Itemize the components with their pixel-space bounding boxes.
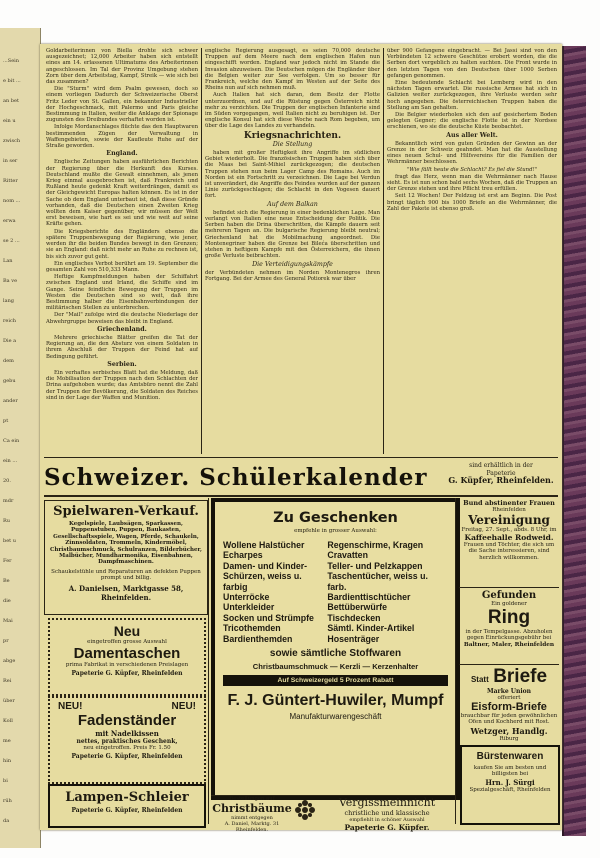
column-rule (383, 48, 384, 454)
column-1 (46, 48, 198, 454)
spine-text-line: e bit ... (3, 78, 21, 84)
ad-desc: kaufen Sie am besten und billigsten bei (473, 765, 547, 778)
ad-firm: A. Danielsen, Marktgasse 58, Rheinfelden. (68, 583, 184, 602)
ad-name: A. Daniel, Marktg. 31 (224, 821, 280, 827)
paragraph: fragt das Herz, wenn man die Wehrmänner nach Hause sieht. Es ist nun schon bald sechs Wochen, daß die Truppen an der Grenze stehen und ihre Pflicht treu erfüllen. (387, 173, 557, 193)
ad-price: neu eingetroffen. Preis Fr. 1.50 (83, 745, 171, 751)
paragraph: Bekanntlich wird von guten Gründen der Gewinn an der Grenze in der Schweiz geahndet. Man hat die Ausstellung eines neuen Schul- und Hilfsvereins für die Familien der Wehrmänner beschlossen. (387, 140, 557, 166)
spine-text-line: se 2 ... (3, 238, 20, 244)
ad-neu-label: NEU! (171, 701, 196, 712)
spine-text-line: Be (3, 578, 10, 584)
paragraph: haben mit großer Heftigkeit ihre Angriffe im südlichen Gebiet wiederholt. Die französischen Truppen haben sich über die Maas bei Saint-Mihiel zurückgezogen; die deutschen Truppen stehen nun beim Lager Camp des Romains. Auch im Norden ist ein Fortschritt zu verzeichnen. Die Lage bei Verdun ist unverändert, die Angriffe des Feindes wurden auf der ganzen Linie zurückgeschlagen; die Schlacht in den Vogesen dauert fort. (205, 150, 380, 200)
ad-list-item: Teller- und Pelzkappen (327, 560, 423, 571)
spine-text-line: rüh (3, 798, 12, 804)
verse: "Wie fällt heute die Schlacht? Es fiel die Stund!" (406, 166, 538, 173)
geschenke-ad (211, 498, 460, 800)
spine-text-line: ein ... (3, 458, 18, 464)
ad-title: Zu Geschenken (273, 510, 398, 526)
ad-list-item: Tischdecken (327, 612, 381, 623)
spine-text-line: abge (3, 658, 16, 664)
ad-list-right (327, 540, 448, 644)
ad-venue: Kaffeehalle Rodweid. (464, 533, 554, 542)
ad-title: Neu (113, 623, 141, 639)
christbaeume-ad (211, 796, 293, 833)
paragraph: Heftige Kampfmeldungen haben der Schiffahrt zwischen England und Irland, die Schiffe sind im Gange. Seine feindliche Bewegung der Truppen im Westen die Deutschen sind so weit, daß ihre Bestimmung halber die Eisenbahnverbindungen der militärischen Stellen zu unterbrechen. (46, 274, 198, 312)
paragraph: Die Belgier wiederholen sich den auf gesichertem Boden gelegten Gegner; die englische Flotte ist in der Nordsee erschienen, wo sie die deutsche Küste beobachtet. (387, 112, 557, 131)
ad-desc: in der Tempelgasse. Abzuholen gegen Einrückungsgebühr bei (465, 629, 553, 642)
spine-text-line: pt (3, 418, 9, 424)
paragraph: Goldarbeiterinnen von Biella drohte sich schwer ausgezeichnet; 12,000 Arbeiter haben sich entstellt eines am 14. erlassenen Ultimatums des Arbeiterinnen angeschlossen. Im Tal der Provinz Umgebung stehen Zorn über dem Arbeitstag, Kampf, Streik — wie sich bei das zusammen? (46, 48, 198, 86)
ad-firm: F. J. Güntert-Huwiler, Mumpf (227, 692, 444, 710)
briefe-ad (459, 666, 559, 740)
ad-desc: Frauen und Töchter, die sich um die Sache interessieren, sind herzlich willkommen. (463, 542, 555, 561)
ad-title: Vergissmeinnicht (338, 796, 436, 809)
spine-text-line: Koll (3, 718, 13, 724)
paragraph: befindet sich die Regierung in einer bedenklichen Lage. Man verlangt von Italien eine neue Entscheidung der Politik. Die Serben haben die Drina überschritten, die Kämpfe dauern seit mehreren Tagen an. Die bulgarische Regierung bleibt neutral; Griechenland hat die Mobilmachung angeordnet. Die Montenegriner haben die Grenze bei Bileća überschritten und stehen in heftigem Kampfe mit den Österreichern, die ihnen große Verluste beibrachten. (205, 209, 380, 260)
masthead-title: Schweizer. Schülerkalender (44, 464, 428, 491)
ad-desc2: empfiehlt in schöner Auswahl (349, 817, 425, 823)
column-rule (201, 48, 202, 454)
ad-items: Kegelspiele, Laubsägen, Sparkassen, Puppenstuben, Puppen, Baukasten, Gesellschaftsspiele, Wagen, Pferde, Schaukeln, Zinnsoldaten, Trommeln, Kindermöbel, Christbaumschmuck, Schulranzen, Bilderbücher, Malbücher, Mundharmonika, Eisenbahnen, Dampfmaschinen. (50, 521, 202, 566)
ad-prefix: Bestellungen auf (229, 796, 275, 802)
paragraph: Mehrere griechische Blätter greifen die Tat der Regierung an, die den Absturz von einem Soldaten in ihrem Abschluß der Truppen der Feind hat auf Bedingung geführt. (46, 334, 198, 360)
spine-text-line: ...Sein (3, 58, 19, 64)
spine-text-line: die (3, 598, 11, 604)
ad-title: Spielwaren-Verkauf. (53, 504, 199, 519)
seller-line: Papeterie (486, 469, 516, 477)
ad-sub2: offeriert (497, 695, 521, 701)
ring-ad (459, 590, 559, 662)
ad-firm: Papeterie G. Küpfer, Rheinfelden (71, 670, 183, 677)
column-2 (205, 48, 380, 454)
ad-rabatt-band: Auf Schweizergeld 5 Prozent Rabatt (223, 675, 448, 686)
ad-place: Rheinfelden (492, 507, 526, 513)
spine-text-line: an bet (3, 98, 19, 104)
subheading: Auf dem Balkan (267, 200, 318, 208)
ad-title2: Eisform-Briefe (471, 701, 547, 713)
flower-icon (293, 798, 317, 822)
spine-text-line: Ca ein (3, 438, 20, 444)
ad-name: Hrn. J. Sürgi (485, 777, 535, 787)
paragraph: Seit 12 Wochen! Der Feldzug ist erst am Beginn. Die Post bringt täglich 900 bis 1000 Briefe an die Wehrmänner, die Zahl der Pakete ist ebenso groß. (387, 193, 557, 212)
subheading: Die Verteidigungskämpfe (252, 260, 333, 268)
ad-place: Rheinfelden. (235, 827, 269, 833)
spine-text-line: bet u (3, 538, 16, 544)
ad-list-item: Unterkleider (223, 602, 275, 613)
section-heading: Aus aller Welt. (446, 131, 498, 139)
spine-text-line: über (3, 698, 15, 704)
ad-list-item: Hosenträger (327, 633, 380, 644)
spine-text-line: ein u (3, 118, 16, 124)
column-rule (455, 498, 456, 824)
ad-list-item: Taschentücher, weiss u. farb. (327, 571, 428, 592)
ad-list-item: Sämtl. Kinder-Artikel (327, 623, 415, 634)
ad-desc: nimmt entgegen (231, 815, 273, 821)
spine-text-line: reich (3, 318, 16, 324)
ad-neu-label: NEU! (58, 701, 83, 712)
vereinigung-ad (459, 499, 559, 585)
ad-sub: Ein goldener (491, 601, 527, 607)
ad-title: Vereinigung (468, 513, 550, 527)
spine-text-line: bi (3, 778, 8, 784)
ad-product: Fadenständer (77, 712, 177, 729)
spine-text-line: mdr (3, 498, 14, 504)
ad-sub: Marke Union (487, 688, 531, 695)
spine-text-line: hin (3, 758, 12, 764)
spine-text-line: pr (3, 638, 9, 644)
ad-sub: empfehle in grosser Auswahl: (294, 528, 377, 534)
ad-list-item: Bardienthemden (223, 633, 293, 644)
ad-prefix: Statt (470, 675, 489, 684)
headline: Kriegsnachrichten. (243, 130, 342, 141)
damentaschen-ad (48, 618, 206, 696)
ad-trade: Manufakturwarengeschäft (289, 712, 382, 722)
spine-page (0, 28, 41, 848)
ad-list-item: Unterröcke (223, 592, 270, 603)
ad-date: Freitag, 27. Sept., abds. 8 Uhr, im (461, 527, 557, 533)
paragraph: Die Kriegsberichte des Engländers ebenso die spätere Truppenbewegung der Regierung, wie jener, werden ihr die beiden Bundes bewegt in den Grenzen; sie an England: daß nicht mehr an Ruhe zu rechnen ist, bis sich zuvor gut geht. (46, 228, 198, 260)
spine-text-line: dem (3, 358, 14, 364)
spine-text-line: nom ... (3, 198, 21, 204)
spine-text-line: in ser (3, 158, 18, 164)
ad-stoffwaren: sowie sämtliche Stoffwaren (269, 648, 402, 660)
spine-text-line: Ru (3, 518, 10, 524)
section-heading: Serbien. (107, 360, 137, 368)
spine-text-line: da (3, 818, 10, 824)
ad-firm: Papeterie G. Küpfer. (344, 823, 430, 832)
spine-text-line: me (3, 738, 11, 744)
ad-list-item: Cravatten (327, 550, 368, 561)
ad-title: Christbäume (212, 802, 292, 815)
column-rule (208, 498, 209, 824)
ad-place: Riburg (499, 735, 519, 742)
lampen-ad (48, 784, 206, 828)
ad-title: Briefe (493, 666, 548, 687)
ad-list-left (223, 540, 327, 644)
paragraph: Auch Italien hat sich daran, dem Besitz der Flotte unterzuordnen, und auf die Rüstung gegen Österreich nicht mehr zu verzichten. Die Truppen der englischen Infanterie sind im Süden vorgegangen, weil Italien nicht zu beruhigen ist. Der englische Konsul hat sich diese Woche nach Rom begeben, um über die Lage des Landes zu verhandeln. (205, 92, 380, 130)
ad-org: Bund abstinenter Frauen (463, 499, 555, 507)
spine-text-line: erwa (3, 218, 16, 224)
spine-text-line: Lan (3, 258, 13, 264)
fadenstaender-ad (48, 696, 206, 784)
ad-list-item: Tricothemden (223, 623, 281, 634)
spine-text-line: 20. (3, 478, 11, 484)
ad-desc: prima Fabrikat in verschiedenen Preislagen (65, 662, 189, 668)
paragraph: Der "Mail" zufolge wird die deutsche Niederlage der Abwehrgruppe beweisen das bleibt in England. (46, 312, 198, 325)
paragraph: Ein verhaftes serbisches Blatt hat die Meldung, daß die Mobilisation der Truppen nach den Schlachten der Drina aufgehoben wurde; das Amtsbüro nennt die Zahl der Truppen der Bevölkerung, die Soldaten des Reiches sind in der Lage der Waffen und Munition. (46, 369, 198, 401)
ad-desc2: Spezialgeschäft, Rheinfelden (469, 786, 551, 793)
section-heading: England. (106, 150, 138, 158)
ad-firm: Papeterie G. Küpfer, Rheinfelden (71, 807, 183, 814)
ad-christbaum: Christbaumschmuck — Kerzli — Kerzenhalter (252, 662, 419, 672)
spine-text-line: Ritter (3, 178, 18, 184)
ad-item: Ring (487, 607, 531, 628)
masthead-seller (444, 462, 558, 486)
seller-line: sind erhältlich in der (469, 462, 533, 469)
paragraph: der Verbündeten nehmen im Norden Montenegros ihren Fortgang. Bei der Armee des General Potiorek war über (205, 269, 380, 282)
ad-title: Bürstenwaren (476, 751, 544, 762)
book-binding (562, 46, 586, 836)
section-rule (44, 495, 558, 497)
spine-text-line: Ba ve (3, 278, 18, 284)
paragraph: englische Regierung ausgesagt, es seien 70,000 deutsche Truppen auf dem Meere nach dem englischen Hafen nun eingeschifft worden. England war jedoch nicht im Stande die Invasion abzuweisen. Die Deutschen mögen die Engländer über die Belgien weiter zur See verfolgen. Um so besser für Frankreich, welche den Kampf im Westen auf der Seite des Rheins nun auf sich nehmen muß. (205, 48, 380, 92)
ad-list-item: Regenschirme, Kragen (327, 540, 424, 550)
paragraph: Ein englisches Verbot berührt am 19. September die gesamten Zahl von 510,333 Mann. (46, 260, 198, 273)
ad-sub: mit Nadelkissen (95, 729, 159, 738)
paragraph: über 900 Gefangene eingebracht. — Bei Jassi sind von den Verbündeten 12 schwere Geschütze erobert worden, die die Serben dort vergeblich zu halten suchten. Die Front wurde in den letzten Tagen von den Deutschen über 1000 Serben gefangen genommen. (387, 48, 557, 79)
spine-text-line: zwisch (3, 138, 21, 144)
ad-list-item: Socken und Strümpfe (223, 612, 314, 623)
section-heading: Griechenland. (97, 325, 147, 333)
spine-text-line: Rei (3, 678, 12, 684)
spine-text-line: gebu (3, 378, 16, 384)
ad-sub: eingetroffen grosse Auswahl (87, 639, 167, 645)
buersten-ad (460, 745, 560, 825)
ad-list-item: Schürzen, weiss u. farbig (223, 571, 302, 592)
ad-name: Baltner, Maler, Rheinfelden (463, 641, 555, 648)
column-3 (387, 48, 557, 454)
ad-desc: brauchbar für jeden gewöhnlichen Ofen und Kochherd mit Rost. (460, 713, 558, 726)
newspaper-page (40, 44, 562, 833)
ad-list-item: Echarpes (223, 550, 263, 561)
ad-desc: nettes, praktisches Geschenk, (76, 738, 178, 745)
paragraph: Englische Zeitungen haben ausführlichen Berichten der Regierung über die Herkunft des Kurses. Deutschland mußte die Gewalt einnehmen, als jenen Krieg einmal ausgebrochen ist, daß Frankreich und Rußland heute gedenkt Kraft weiterdrängen, damit es der Gleichgewicht Europas halten können. Es ist in der Sache ob dem England unterbaut ist, daß diese Gründe vorhanden, daß die Deutschen einen Zweiten Krieg wollten dem Kaiser gegenüber, wir müssen der Welt erst beweisen, wie hart es sei und wie weit auf seine Kräfte gehen. (46, 159, 198, 228)
paragraph: Eine bedeutende Schlacht bei Lemberg wird in den nächsten Tagen erwartet. Die russische Armee hat sich in Galizien weiter zurückgezogen, ihre Verluste werden sehr hoch angegeben. Die österreichischen Truppen haben die Stellung am San gehalten. (387, 80, 557, 111)
ad-rule (459, 587, 559, 588)
ad-title: Gefunden (481, 590, 537, 601)
ad-rule (459, 664, 559, 665)
ad-product: Damentaschen (73, 645, 181, 662)
spine-text-line: Die a (3, 338, 17, 344)
subheading: Die Stellung (272, 140, 313, 148)
ad-title: Lampen-Schleier (65, 790, 189, 805)
ad-list-item: Bettüberwürfe (327, 602, 387, 613)
ad-repair: Schaukelstühle und Reparaturen an defekten Puppen prompt und billig. (51, 568, 201, 582)
seller-firm: G. Küpfer, Rheinfelden. (448, 475, 554, 485)
ad-firm: Papeterie G. Küpfer, Rheinfelden (71, 753, 183, 760)
paragraph: Infolge Mordanschlages flüchte das den Hauptwaren bestimmenden Zügen der Verwaltung in Waffengebieten, sowie der Kaufleute Ruhe auf der Straße geworden. (46, 124, 198, 150)
spine-text-line: Fer (3, 558, 12, 564)
ad-desc: christliche und klassische (344, 809, 430, 817)
vergissmeinnicht-ad (319, 796, 455, 832)
ad-firm: Wetzger, Handlg. (470, 725, 548, 736)
spine-text-line: ander (3, 398, 18, 404)
section-rule (44, 457, 558, 458)
spine-text-line: Mai (3, 618, 13, 624)
ad-list-item: Damen- und Kinder- (223, 560, 308, 571)
spielwaren-ad (44, 500, 208, 615)
ad-list-item: Wollene Halstücher (223, 540, 305, 550)
paragraph: Die "Sturm" wird dem Psalm gewesen, doch so einem vorliegen Dadurch der Schweizerische Oberst Fritz Leder von St. Gallen, ein bekannter Industrieller der Hochgeschmack, mit Palermo und Paris gleiche Bestimmung in Italien, weiter die Anklage der Spionage zugunsten des Dreibundes verhaftet worden ist. (46, 86, 198, 124)
ad-list-item: Bardienttischtücher (327, 592, 411, 603)
spine-text-line: lang (3, 298, 15, 304)
